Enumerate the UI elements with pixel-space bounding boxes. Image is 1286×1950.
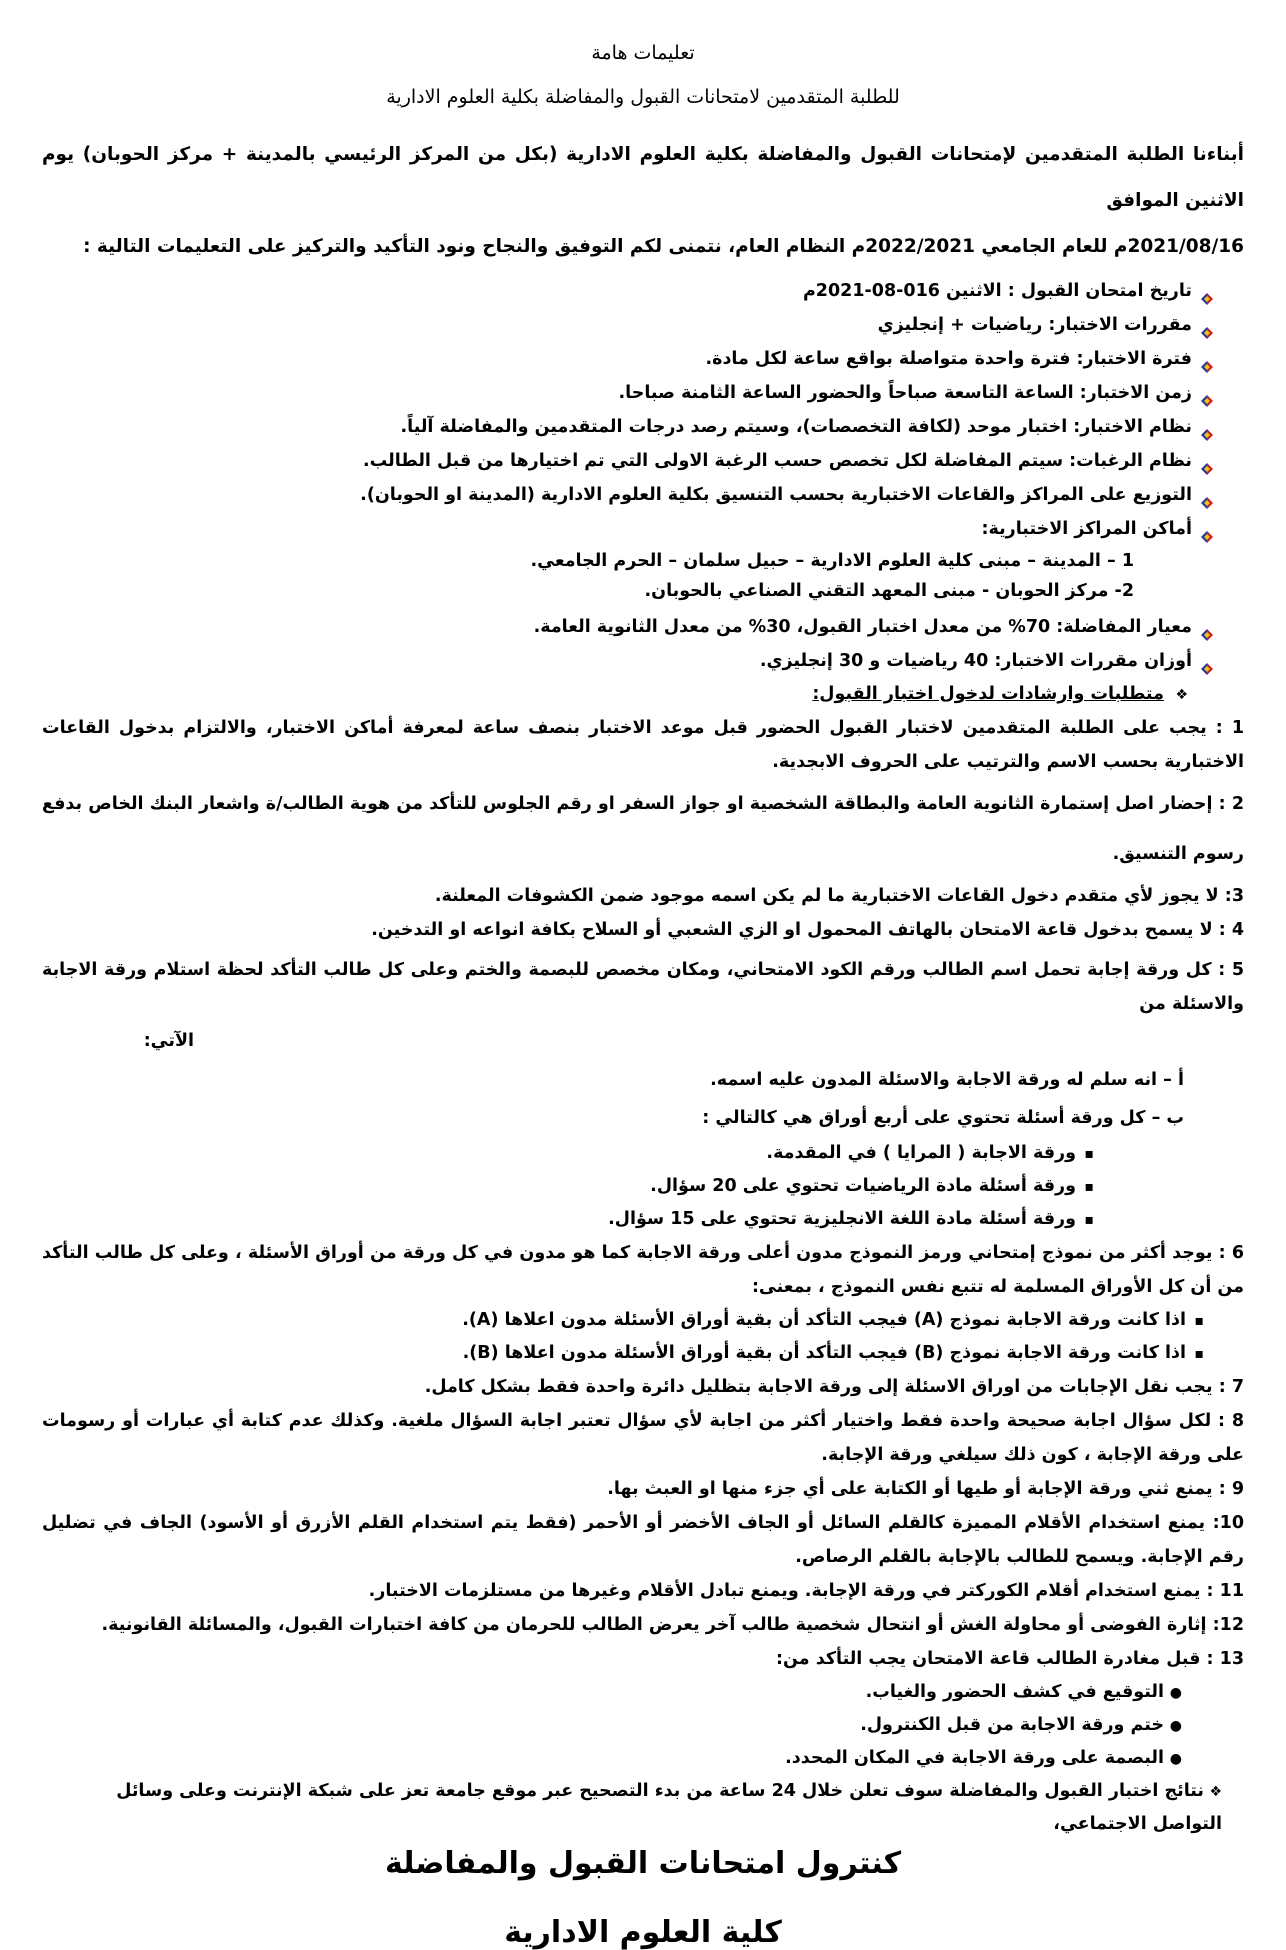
square-bullet-icon: ▪ [1194,1346,1204,1362]
rule-2: 2 : إحضار اصل إستمارة الثانوية العامة والبطاقة الشخصية او جواز السفر او رقم الجلوس للتأكد من هوية الطالب/ة واشعار البنك الخاص بدفع رسوم التنسيق. [42,794,1244,864]
rule-7: 7 : يجب نقل الإجابات من اوراق الاسئلة إلى ورقة الاجابة بتظليل دائرة واحدة فقط بشكل كامل. [424,1377,1244,1397]
arrow-bullet-icon [1200,352,1214,366]
criteria-item-weights: أوزان مقررات الاختبار: 40 رياضيات و 30 إنجليزي. [42,644,1214,678]
rule-10: 10: يمنع استخدام الأقلام المميزة كالقلم السائل أو الجاف الأخضر أو الأحمر (فقط يتم استخدام القلم الأزرق أو الأسود) الجاف في تضليل رقم الإجابة. ويسمح للطالب بالإجابة بالقلم الرصاص. [42,1513,1244,1567]
rule-5: 5 : كل ورقة إجابة تحمل اسم الطالب ورقم الكود الامتحاني، ومكان مخصص للبصمة والختم وعلى كل طالب التأكد لحظة استلام ورقة الاجابة والاسئلة من [42,960,1244,1014]
rule-6: 6 : يوجد أكثر من نموذج إمتحاني ورمز النموذج مدون أعلى ورقة الاجابة كما هو مدون في كل ورقة من أوراق الأسئلة ، وعلى كل طالب التأكد من أن كل الأوراق المسلمة له تتبع نفس النموذج ، بمعنى: [42,1243,1244,1297]
rule-4: 4 : لا يسمح بدخول قاعة الامتحان بالهاتف المحمول او الزي الشعبي أو السلاح بكافة انواعه او التدخين. [371,920,1244,940]
criteria-list [42,610,1244,678]
info-item-subjects: مقررات الاختبار: رياضيات + إنجليزي [42,308,1214,342]
arrow-bullet-icon [1200,488,1214,502]
rule-8: 8 : لكل سؤال اجابة صحيحة واحدة فقط واختيار أكثر من اجابة لأي سؤال تعتبر اجابة السؤال ملغية. وكذلك عدم كتابة أي عبارات أو رسومات على ورقة الإجابة ، كون ذلك سيلغي ورقة الإجابة. [42,1411,1244,1465]
arrow-bullet-icon [1200,420,1214,434]
rule-11: 11 : يمنع استخدام أقلام الكوركتر في ورقة الإجابة. ويمنع تبادل الأقلام وغيرها من مستلزمات الاختبار. [368,1581,1244,1601]
info-item-centers: أماكن المراكز الاختبارية: [42,512,1214,546]
footer-college-name: كلية العلوم الادارية [504,1915,782,1950]
arrow-bullet-icon [1200,454,1214,468]
rule-5-b-item-3: ▪ورقة أسئلة مادة اللغة الانجليزية تحتوي على 15 سؤال. [42,1203,1244,1236]
requirements-heading: ❖ متطلبات وارشادات لدخول اختبار القبول: [42,678,1244,711]
rule-5-a: أ – انه سلم له ورقة الاجابة والاسئلة المدون عليه اسمه. [710,1070,1184,1090]
square-bullet-icon: ▪ [1084,1179,1094,1195]
rule-5-b: ب – كل ورقة أسئلة تحتوي على أربع أوراق هي كالتالي : [702,1108,1184,1128]
info-item-period: فترة الاختبار: فترة واحدة متواصلة بواقع ساعة لكل مادة. [42,342,1214,376]
rule-5-b-item-1: ▪ورقة الاجابة ( المرايا ) في المقدمة. [42,1137,1244,1170]
arrow-bullet-icon [1200,522,1214,536]
rule-13-item-1: ●التوقيع في كشف الحضور والغياب. [42,1676,1244,1709]
rule-5-continuation: الآتي: [143,1031,194,1051]
rule-3: 3: لا يجوز لأي متقدم دخول القاعات الاختبارية ما لم يكن اسمه موجود ضمن الكشوفات المعلنة. [434,886,1244,906]
intro-line-2: 2021/08/16م للعام الجامعي 2022/2021م النظام العام، نتمنى لكم التوفيق والنجاح ونود التأكيد والتركيز على التعليمات التالية : [83,236,1244,257]
dot-bullet-icon: ● [1169,1685,1182,1701]
center-item-2: 2- مركز الحوبان - مبنى المعهد التقني الصناعي بالحوبان. [644,581,1134,601]
rule-6-item-2: ▪اذا كانت ورقة الاجابة نموذج (B) فيجب التأكد أن بقية أوراق الأسئلة مدون اعلاها (B). [42,1337,1244,1370]
diamond-bullet-icon: ❖ [1175,687,1188,703]
rule-13-item-3: ●البصمة على ورقة الاجابة في المكان المحدد. [42,1742,1244,1775]
info-item-preferences: نظام الرغبات: سيتم المفاضلة لكل تخصص حسب الرغبة الاولى التي تم اختيارها من قبل الطالب. [42,444,1214,478]
rule-1: 1 : يجب على الطلبة المتقدمين لاختبار القبول الحضور قبل موعد الاختبار بنصف ساعة لمعرفة أماكن الاختبار، والالتزام بدخول القاعات الاختبارية بحسب الاسم والترتيب على الحروف الابجدية. [42,718,1244,772]
arrow-bullet-icon [1200,654,1214,668]
arrow-bullet-icon [1200,318,1214,332]
rule-13-item-2: ●ختم ورقة الاجابة من قبل الكنترول. [42,1709,1244,1742]
criteria-item-ratio: معيار المفاضلة: 70% من معدل اختبار القبول، 30% من معدل الثانوية العامة. [42,610,1214,644]
rule-9: 9 : يمنع ثني ورقة الإجابة أو طيها أو الكتابة على أي جزء منها او العبث بها. [607,1479,1244,1499]
info-item-time: زمن الاختبار: الساعة التاسعة صباحاً والحضور الساعة الثامنة صباحا. [42,376,1214,410]
info-item-system: نظام الاختبار: اختبار موحد (لكافة التخصصات)، وسيتم رصد درجات المتقدمين والمفاضلة آلياً. [42,410,1214,444]
dot-bullet-icon: ● [1169,1751,1182,1767]
page-title: تعليمات هامة [591,42,695,64]
center-item-1: 1 – المدينة – مبنى كلية العلوم الادارية – حبيل سلمان – الحرم الجامعي. [530,551,1134,571]
rule-12: 12: إثارة الفوضى أو محاولة الغش أو انتحال شخصية طالب آخر يعرض الطالب للحرمان من كافة اختبارات القبول، والمسائلة القانونية. [101,1615,1244,1635]
rule-5-b-item-2: ▪ورقة أسئلة مادة الرياضيات تحتوي على 20 سؤال. [42,1170,1244,1203]
footer-control-office: كنترول امتحانات القبول والمفاضلة [384,1846,902,1881]
arrow-bullet-icon [1200,386,1214,400]
intro-line-1: أبناءنا الطلبة المتقدمين لإمتحانات القبول والمفاضلة بكلية العلوم الادارية (بكل من المركز الرئيسي بالمدينة + مركز الحوبان) يوم الاثنين الموافق [42,144,1244,211]
results-note: ❖نتائج اختبار القبول والمفاضلة سوف تعلن خلال 24 ساعة من بدء التصحيح عبر موقع جامعة تعز على شبكة الإنترنت وعلى وسائل التواصل الاجتماعي، [42,1775,1244,1840]
arrow-bullet-icon [1200,284,1214,298]
info-list [42,274,1244,546]
dot-bullet-icon: ● [1169,1718,1182,1734]
square-bullet-icon: ▪ [1194,1313,1204,1329]
info-item-distribution: التوزيع على المراكز والقاعات الاختبارية بحسب التنسيق بكلية العلوم الادارية (المدينة او الحوبان). [42,478,1214,512]
diamond-bullet-icon: ❖ [1209,1784,1222,1800]
page-subtitle: للطلبة المتقدمين لامتحانات القبول والمفاضلة بكلية العلوم الادارية [386,86,900,108]
intro-paragraph [42,132,1244,270]
info-item-date: تاريخ امتحان القبول : الاثنين 016-08-2021م [42,274,1214,308]
rule-13: 13 : قبل مغادرة الطالب قاعة الامتحان يجب التأكد من: [776,1649,1244,1669]
arrow-bullet-icon [1200,620,1214,634]
square-bullet-icon: ▪ [1084,1146,1094,1162]
rule-6-item-1: ▪اذا كانت ورقة الاجابة نموذج (A) فيجب التأكد أن بقية أوراق الأسئلة مدون اعلاها (A). [42,1304,1244,1337]
square-bullet-icon: ▪ [1084,1212,1094,1228]
